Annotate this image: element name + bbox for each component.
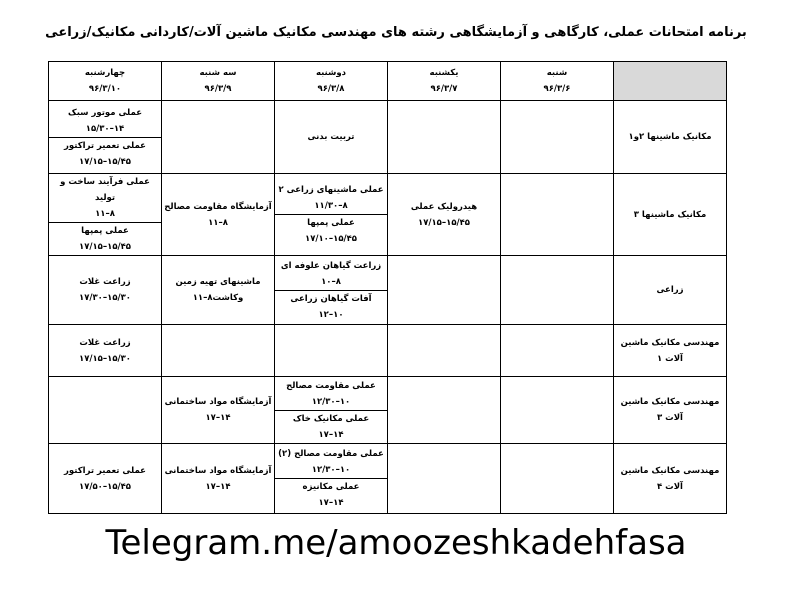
schedule-cell bbox=[501, 174, 614, 256]
day-name: یکشنبه bbox=[429, 68, 459, 78]
schedule-cell bbox=[162, 325, 275, 377]
exam-time: ۱۰–۱۲/۳۰ bbox=[311, 396, 351, 407]
exam-title: عملی موتور سبک bbox=[67, 107, 143, 118]
exam-time: ۱۵/۴۵–۱۷/۱۵ bbox=[79, 156, 131, 167]
exam-entry bbox=[275, 129, 387, 145]
exam-entry bbox=[275, 378, 387, 410]
schedule-cell bbox=[501, 256, 614, 325]
exam-time: ۱۵/۳۰–۱۷/۱۵ bbox=[79, 353, 131, 364]
schedule-cell bbox=[275, 377, 388, 444]
schedule-cell bbox=[275, 101, 388, 174]
schedule-cell bbox=[388, 444, 501, 514]
schedule-cell bbox=[49, 377, 162, 444]
schedule-cell bbox=[501, 444, 614, 514]
schedule-cell bbox=[49, 325, 162, 377]
exam-schedule-table bbox=[48, 61, 727, 514]
table-row bbox=[49, 174, 727, 256]
exam-entry bbox=[162, 199, 274, 231]
exam-time: ۱۵/۴۵–۱۷/۵۰ bbox=[79, 481, 131, 492]
exam-time: ۸–۱۱/۳۰ bbox=[314, 201, 348, 211]
schedule-cell bbox=[162, 444, 275, 514]
exam-entry bbox=[162, 394, 274, 426]
row-label: مهندسی مکانیک ماشین آلات ۴ bbox=[614, 444, 727, 514]
row-label: مهندسی مکانیک ماشین آلات ۳ bbox=[614, 377, 727, 444]
schedule-cell bbox=[49, 444, 162, 514]
exam-title: آزمایشگاه مواد ساختمانی bbox=[164, 465, 272, 476]
day-date: ۹۶/۳/۸ bbox=[317, 84, 345, 94]
exam-title: آفات گیاهان زراعی bbox=[290, 293, 372, 304]
corner-cell bbox=[614, 62, 727, 101]
schedule-cell bbox=[162, 377, 275, 444]
exam-time: ۱۰–۱۲ bbox=[318, 309, 344, 320]
schedule-cell bbox=[162, 174, 275, 256]
day-date: ۹۶/۳/۷ bbox=[430, 84, 458, 94]
schedule-cell bbox=[388, 174, 501, 256]
exam-entry bbox=[49, 222, 161, 255]
exam-time: ۱۴–۱۷ bbox=[318, 429, 344, 440]
row-label: مکانیک ماشینها ۳ bbox=[614, 174, 727, 256]
exam-entry bbox=[162, 274, 274, 306]
schedule-cell bbox=[162, 101, 275, 174]
header-row bbox=[49, 62, 727, 101]
schedule-cell bbox=[501, 101, 614, 174]
exam-time: ۱۴–۱۷ bbox=[205, 481, 231, 492]
exam-time: ۱۵/۴۵–۱۷/۱۰ bbox=[305, 234, 357, 244]
exam-entry bbox=[275, 182, 387, 214]
table-row bbox=[49, 256, 727, 325]
row-label: مهندسی مکانیک ماشین آلات ۱ bbox=[614, 325, 727, 377]
schedule-cell bbox=[388, 325, 501, 377]
exam-title: عملی فرآیند ساخت و تولید bbox=[60, 177, 150, 203]
exam-entry bbox=[49, 137, 161, 170]
exam-title: عملی مکانیک خاک bbox=[292, 413, 370, 424]
day-name: سه شنبه bbox=[199, 68, 237, 78]
exam-title: آزمایشگاه مواد ساختمانی bbox=[164, 397, 272, 407]
day-date: ۹۶/۳/۱۰ bbox=[88, 84, 122, 94]
schedule-cell bbox=[49, 101, 162, 174]
exam-time: ۱۴–۱۷ bbox=[318, 498, 344, 508]
exam-title: عملی پمپها bbox=[307, 218, 355, 228]
exam-title: عملی مقاومت مصالح (۲) bbox=[278, 449, 384, 459]
exam-time: ۸–۱۱ bbox=[208, 217, 228, 228]
exam-entry bbox=[49, 274, 161, 306]
table-row bbox=[49, 325, 727, 377]
exam-title: تربیت بدنی bbox=[307, 132, 355, 142]
exam-entry bbox=[49, 463, 161, 495]
exam-title: زراعت غلات bbox=[79, 337, 131, 348]
exam-title: عملی مقاومت مصالح bbox=[286, 380, 376, 391]
day-header bbox=[49, 62, 162, 101]
exam-title: زراعت گیاهان علوفه ای bbox=[280, 260, 382, 271]
schedule-cell bbox=[275, 325, 388, 377]
exam-title: آزمایشگاه مقاومت مصالح bbox=[164, 201, 272, 212]
row-label: مکانیک ماشینها ۲و۱ bbox=[614, 101, 727, 174]
exam-time: وکاشت۸–۱۱ bbox=[192, 293, 244, 303]
exam-entry bbox=[49, 105, 161, 137]
exam-entry bbox=[49, 335, 161, 367]
schedule-cell bbox=[388, 101, 501, 174]
schedule-cell bbox=[275, 174, 388, 256]
exam-time: ۱۴–۱۷ bbox=[205, 413, 231, 423]
schedule-cell bbox=[501, 377, 614, 444]
exam-title: زراعت غلات bbox=[79, 277, 131, 287]
schedule-cell bbox=[162, 256, 275, 325]
footer-telegram-link[interactable]: Telegram.me/amoozeshkadehfasa bbox=[105, 523, 687, 563]
exam-time: ۱۰–۱۲/۳۰ bbox=[311, 465, 351, 475]
schedule-cell bbox=[501, 325, 614, 377]
exam-entry bbox=[275, 410, 387, 443]
exam-time: ۱۵/۴۵–۱۷/۱۵ bbox=[79, 242, 131, 252]
exam-entry bbox=[162, 463, 274, 495]
exam-entry bbox=[275, 478, 387, 511]
exam-time: ۸–۱۰ bbox=[321, 276, 341, 287]
schedule-cell bbox=[388, 377, 501, 444]
exam-title: عملی تعمیر تراکتور bbox=[64, 465, 146, 476]
exam-entry bbox=[275, 446, 387, 478]
exam-title: هیدرولیک عملی bbox=[410, 201, 478, 212]
day-date: ۹۶/۳/۶ bbox=[543, 84, 571, 94]
day-date: ۹۶/۳/۹ bbox=[204, 84, 232, 94]
exam-title: عملی ماشینهای زراعی ۲ bbox=[278, 185, 384, 195]
day-header bbox=[501, 62, 614, 101]
exam-entry bbox=[49, 174, 161, 222]
day-header bbox=[162, 62, 275, 101]
exam-title: ماشینهای تهیه زمین bbox=[175, 277, 261, 287]
day-name: شنبه bbox=[546, 68, 568, 78]
table-row bbox=[49, 377, 727, 444]
page-title: برنامه امتحانات عملی، کارگاهی و آزمایشگاهی رشته های مهندسی مکانیک ماشین آلات/کاردانی مکانیک/زراعی bbox=[45, 25, 747, 40]
exam-entry bbox=[275, 290, 387, 323]
schedule-cell bbox=[275, 444, 388, 514]
schedule-body bbox=[49, 101, 727, 514]
schedule-cell bbox=[388, 256, 501, 325]
exam-entry bbox=[388, 199, 500, 231]
exam-time: ۱۵/۳۰–۱۷/۳۰ bbox=[79, 293, 131, 303]
schedule-cell bbox=[275, 256, 388, 325]
row-label: زراعی bbox=[614, 256, 727, 325]
day-name: دوشنبه bbox=[315, 68, 347, 78]
schedule-cell bbox=[49, 174, 162, 256]
exam-time: ۱۴–۱۵/۳۰ bbox=[85, 123, 125, 134]
exam-title: عملی پمپها bbox=[81, 226, 129, 236]
exam-title: عملی مکانیزه bbox=[302, 482, 360, 492]
schedule-cell bbox=[49, 256, 162, 325]
table-row bbox=[49, 101, 727, 174]
exam-entry bbox=[275, 214, 387, 247]
day-name: چهارشنبه bbox=[84, 68, 126, 78]
exam-entry bbox=[275, 258, 387, 290]
table-row bbox=[49, 444, 727, 514]
day-header bbox=[275, 62, 388, 101]
exam-title: عملی تعمیر تراکتور bbox=[64, 140, 146, 151]
exam-time: ۱۵/۴۵–۱۷/۱۵ bbox=[418, 217, 470, 228]
exam-time: ۸–۱۱ bbox=[95, 209, 115, 219]
day-header bbox=[388, 62, 501, 101]
